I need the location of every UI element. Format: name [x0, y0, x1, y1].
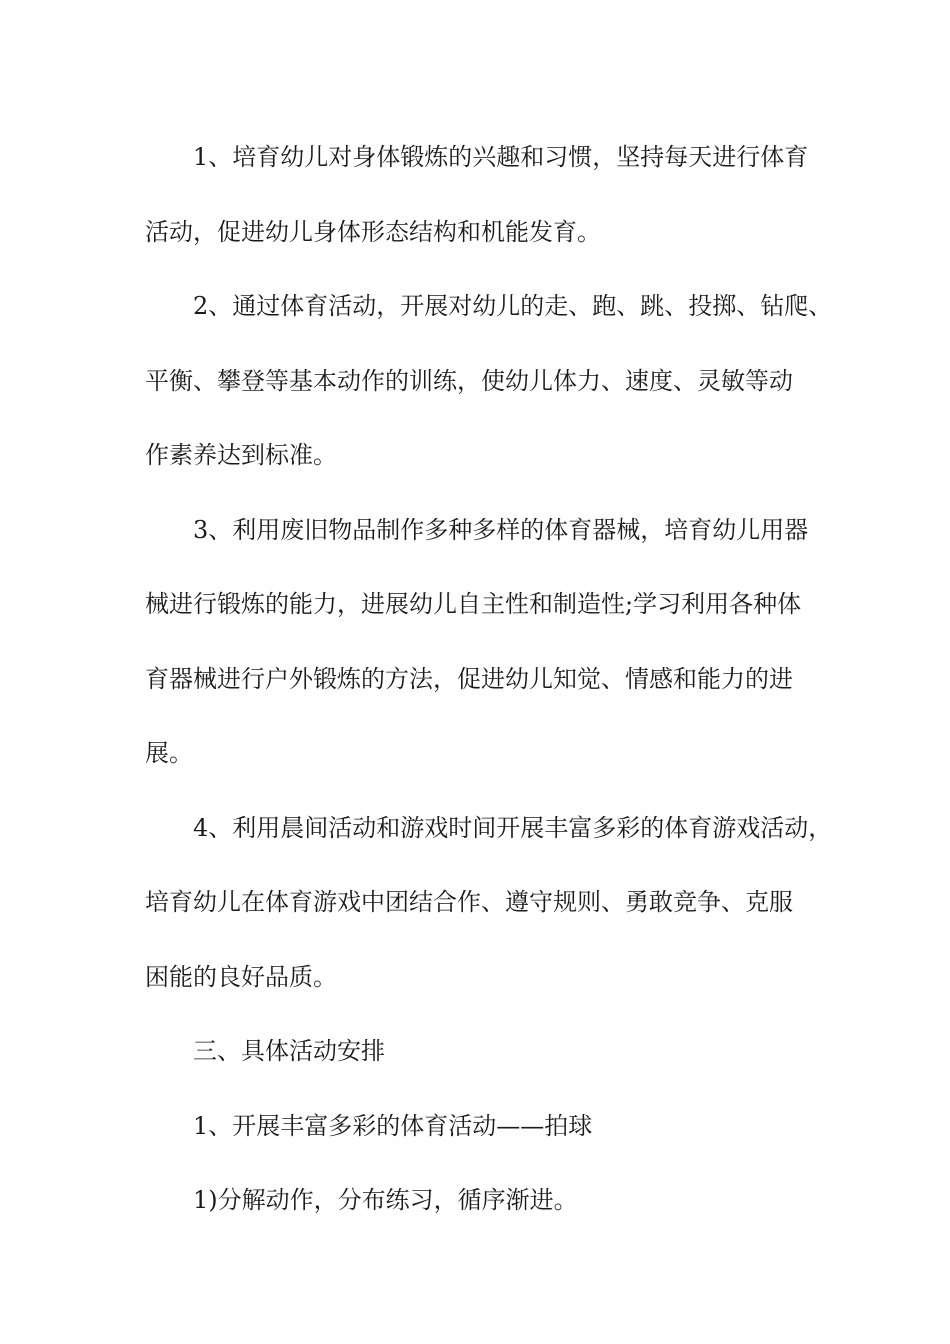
text-line: 活动，促进幼儿身体形态结构和机能发育。	[145, 217, 601, 246]
text-line: 4、利用晨间活动和游戏时间开展丰富多彩的体育游戏活动，	[193, 813, 833, 842]
document-body	[145, 120, 835, 1238]
text-line: 1)分解动作，分布练习，循序渐进。	[193, 1186, 578, 1214]
heading-line: 1、开展丰富多彩的体育活动——拍球	[193, 1111, 593, 1140]
paragraph-goal-1	[145, 120, 835, 269]
text-line: 3、利用废旧物品制作多种多样的体育器械，培育幼儿用器	[193, 515, 809, 544]
paragraph-goal-3	[145, 493, 835, 791]
text-line: 械进行锻炼的能力，进展幼儿自主性和制造性;学习利用各种体	[145, 590, 802, 618]
list-item	[145, 1163, 835, 1238]
subsection-heading	[145, 1089, 835, 1164]
paragraph-goal-4	[145, 791, 835, 1015]
heading-line: 三、具体活动安排	[193, 1037, 385, 1065]
text-line: 平衡、攀登等基本动作的训练，使幼儿体力、速度、灵敏等动	[145, 366, 793, 395]
text-line: 1、培育幼儿对身体锻炼的兴趣和习惯，坚持每天进行体育	[193, 143, 809, 171]
text-line: 作素养达到标准。	[145, 441, 337, 469]
text-line: 困能的良好品质。	[145, 962, 337, 991]
text-line: 培育幼儿在体育游戏中团结合作、遵守规则、勇敢竞争、克服	[145, 888, 793, 916]
text-line: 2、通过体育活动，开展对幼儿的走、跑、跳、投掷、钻爬、	[193, 292, 833, 320]
section-heading	[145, 1014, 835, 1089]
text-line: 展。	[145, 739, 193, 767]
paragraph-goal-2	[145, 269, 835, 493]
text-line: 育器械进行户外锻炼的方法，促进幼儿知觉、情感和能力的进	[145, 664, 793, 693]
